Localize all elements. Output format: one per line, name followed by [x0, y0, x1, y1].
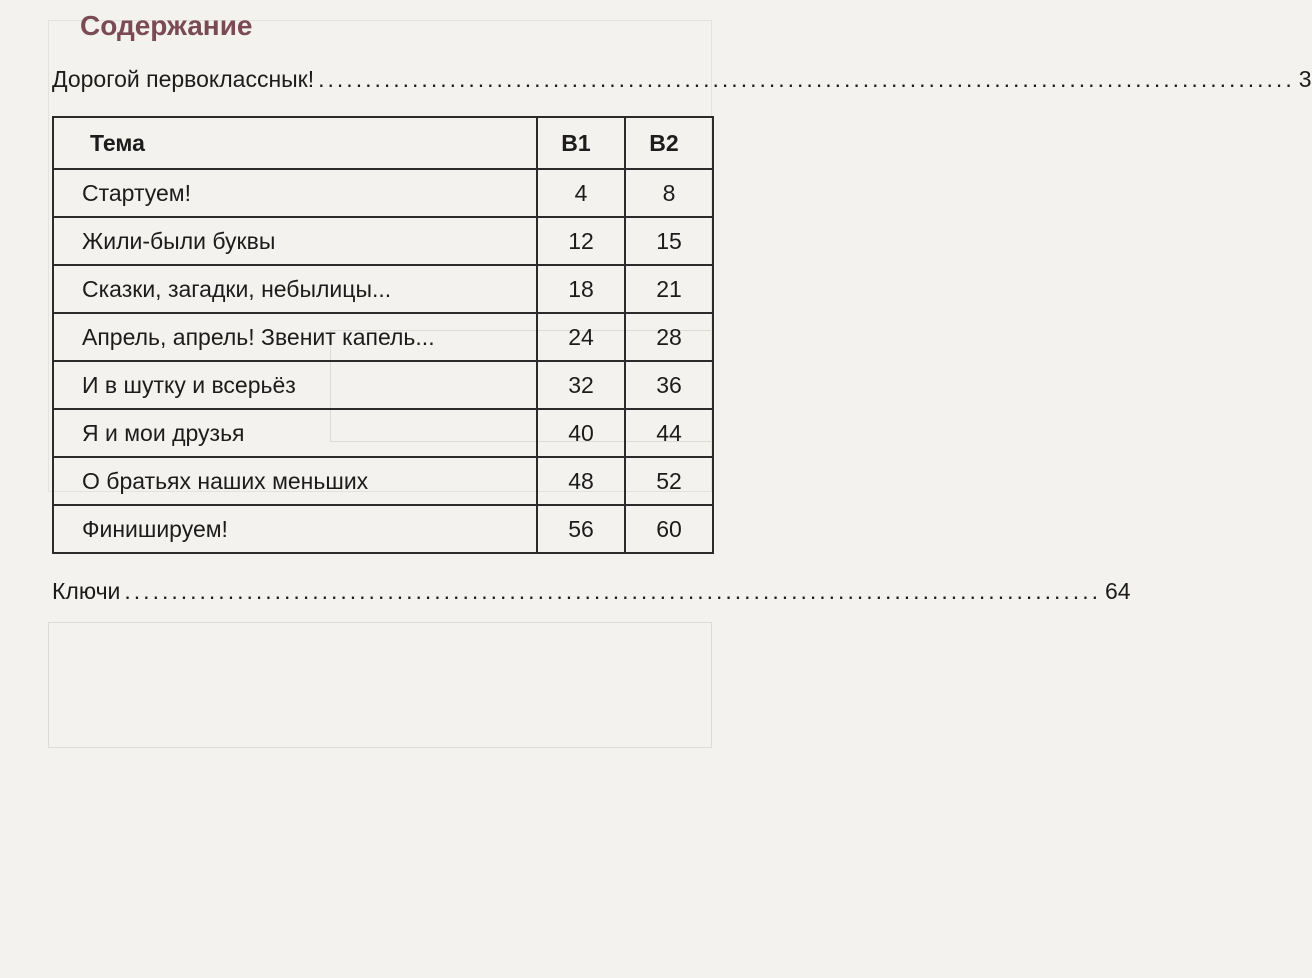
header-variant-2: В2: [625, 117, 713, 169]
table-row: [53, 265, 713, 313]
row-page-v1: 18: [537, 265, 625, 313]
header-topic: Тема: [53, 117, 537, 169]
row-topic: Финишируем!: [53, 505, 537, 553]
intro-label: Дорогой первокласснык!: [52, 66, 315, 92]
row-page-v2: 15: [625, 217, 713, 265]
intro-page-number: 3: [1298, 66, 1312, 92]
keys-label: Ключи: [52, 578, 121, 604]
keys-entry: [52, 578, 1131, 605]
dot-leader: ........................................................................................................: [124, 578, 1101, 604]
table-row: [53, 505, 713, 553]
table-row: [53, 217, 713, 265]
row-page-v1: 56: [537, 505, 625, 553]
row-page-v1: 48: [537, 457, 625, 505]
row-topic: Я и мои друзья: [53, 409, 537, 457]
table-row: [53, 169, 713, 217]
row-page-v2: 8: [625, 169, 713, 217]
row-page-v2: 44: [625, 409, 713, 457]
dot-leader: ........................................................................................................: [318, 66, 1295, 92]
header-variant-1: В1: [537, 117, 625, 169]
table-row: [53, 361, 713, 409]
row-page-v2: 60: [625, 505, 713, 553]
row-page-v2: 52: [625, 457, 713, 505]
show-through-table-bottom: [48, 622, 712, 748]
row-page-v1: 4: [537, 169, 625, 217]
table-row: [53, 457, 713, 505]
row-topic: Сказки, загадки, небылицы...: [53, 265, 537, 313]
row-page-v1: 32: [537, 361, 625, 409]
row-page-v1: 12: [537, 217, 625, 265]
row-topic: Апрель, апрель! Звенит капель...: [53, 313, 537, 361]
intro-entry: [52, 66, 1312, 93]
row-page-v1: 40: [537, 409, 625, 457]
row-topic: Стартуем!: [53, 169, 537, 217]
table-row: [53, 313, 713, 361]
row-page-v2: 36: [625, 361, 713, 409]
page-title: Содержание: [80, 10, 253, 41]
contents-table: [52, 116, 714, 554]
row-page-v1: 24: [537, 313, 625, 361]
row-page-v2: 28: [625, 313, 713, 361]
row-topic: И в шутку и всерьёз: [53, 361, 537, 409]
keys-page-number: 64: [1104, 578, 1131, 604]
row-topic: Жили-были буквы: [53, 217, 537, 265]
table-row: [53, 409, 713, 457]
table-header-row: [53, 117, 713, 169]
row-topic: О братьях наших меньших: [53, 457, 537, 505]
row-page-v2: 21: [625, 265, 713, 313]
